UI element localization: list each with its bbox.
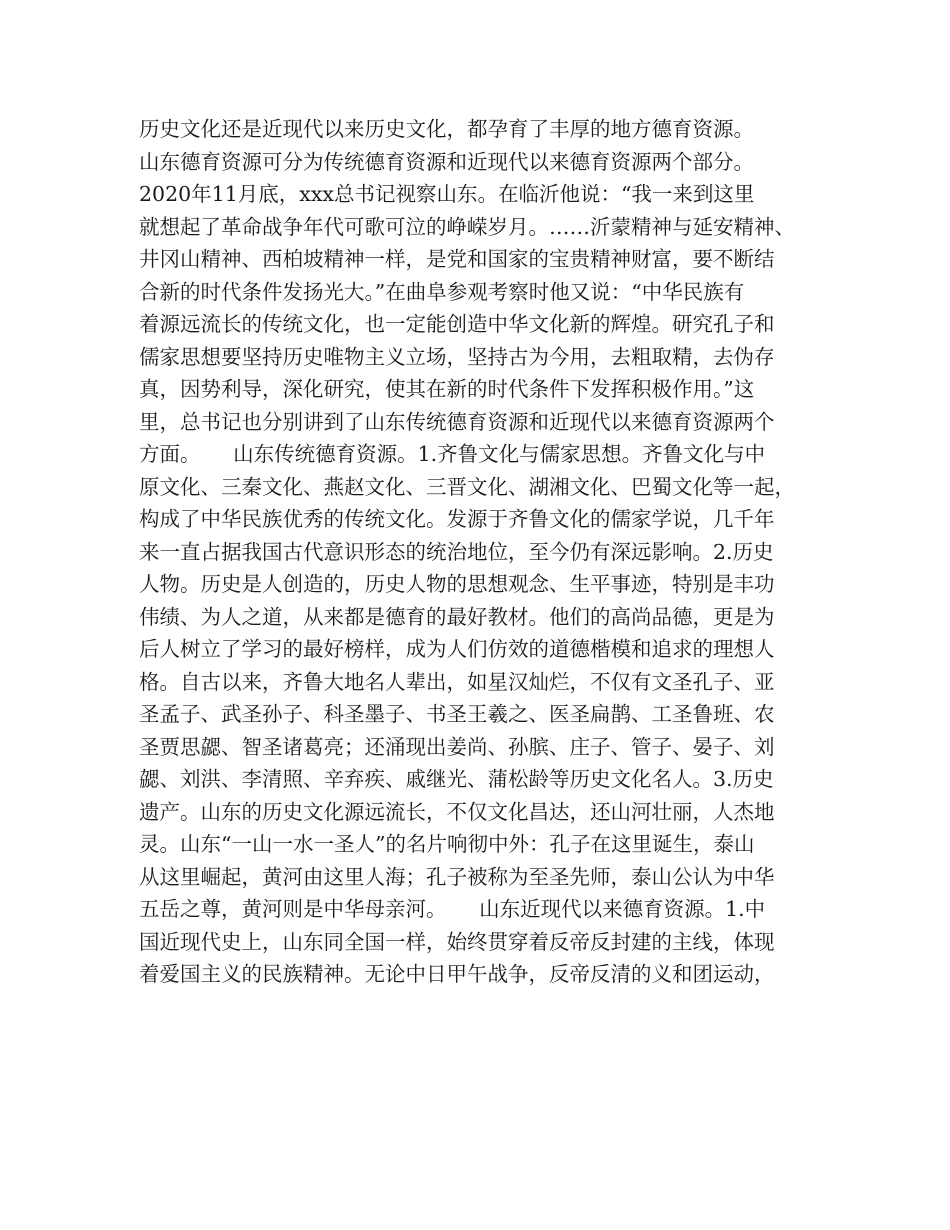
text-line: 儒家思想要坚持历史唯物主义立场，坚持古为今用，去粗取精，去伪存 — [139, 344, 775, 369]
text-line: 着源远流长的传统文化，也一定能创造中华文化新的辉煌。研究孔子和 — [139, 312, 775, 336]
text-line: 方面。 山东传统德育资源。1.齐鲁文化与儒家思想。齐鲁文化与中 — [139, 442, 766, 466]
text-line: 山东德育资源可分为传统德育资源和近现代以来德育资源两个部分。 — [139, 149, 754, 174]
text-line: 着爱国主义的民族精神。无论中日甲午战争，反帝反清的义和团运动， — [139, 962, 775, 986]
text-line: 真，因势利导，深化研究，使其在新的时代条件下发挥积极作用。”这 — [139, 377, 755, 401]
text-line: 遗产。山东的历史文化源远流长，不仅文化昌达，还山河壮丽，人杰地 — [139, 799, 775, 824]
text-line: 历史文化还是近现代以来历史文化，都孕育了丰厚的地方德育资源。 — [139, 117, 754, 141]
body-text — [139, 113, 829, 991]
text-line: 原文化、三秦文化、燕赵文化、三晋文化、湖湘文化、巴蜀文化等一起， — [139, 474, 795, 499]
text-line: 人物。历史是人创造的，历史人物的思想观念、生平事迹，特别是丰功 — [139, 572, 775, 596]
text-line: 里，总书记也分别讲到了山东传统德育资源和近现代以来德育资源两个 — [139, 409, 775, 434]
text-line: 来一直占据我国古代意识形态的统治地位，至今仍有深远影响。2.历史 — [139, 539, 774, 564]
text-line: 勰、刘洪、李清照、辛弃疾、戚继光、蒲松龄等历史文化名人。3.历史 — [139, 767, 774, 791]
text-line: 圣贾思勰、智圣诸葛亮；还涌现出姜尚、孙膑、庄子、管子、晏子、刘 — [139, 734, 775, 759]
text-line: 从这里崛起，黄河由这里人海；孔子被称为至圣先师，泰山公认为中华 — [139, 864, 775, 889]
text-line: 构成了中华民族优秀的传统文化。发源于齐鲁文化的儒家学说，几千年 — [139, 507, 775, 531]
text-line: 国近现代史上，山东同全国一样，始终贯穿着反帝反封建的主线，体现 — [139, 929, 775, 954]
text-line: 五岳之尊，黄河则是中华母亲河。 山东近现代以来德育资源。1.中 — [139, 897, 766, 921]
text-line: 圣孟子、武圣孙子、科圣墨子、书圣王羲之、医圣扁鹊、工圣鲁班、农 — [139, 702, 775, 726]
text-line: 灵。山东“一山一水一圣人”的名片响彻中外：孔子在这里诞生，泰山 — [139, 832, 755, 856]
text-line: 井冈山精神、西柏坡精神一样，是党和国家的宝贵精神财富，要不断结 — [139, 247, 775, 271]
text-line: 2020年11月底，xxx总书记视察山东。在临沂他说：“我一来到这里 — [139, 182, 755, 206]
text-line: 就想起了革命战争年代可歌可泣的峥嵘岁月。……沂蒙精神与延安精神、 — [139, 214, 795, 239]
text-line: 格。自古以来，齐鲁大地名人辈出，如星汉灿烂，不仅有文圣孔子、亚 — [139, 669, 775, 694]
text-line: 伟绩、为人之道，从来都是德育的最好教材。他们的高尚品德，更是为 — [139, 604, 775, 629]
text-line: 后人树立了学习的最好榜样，成为人们仿效的道德楷模和追求的理想人 — [139, 637, 775, 661]
text-line: 合新的时代条件发扬光大。”在曲阜参观考察时他又说：“中华民族有 — [139, 279, 745, 304]
